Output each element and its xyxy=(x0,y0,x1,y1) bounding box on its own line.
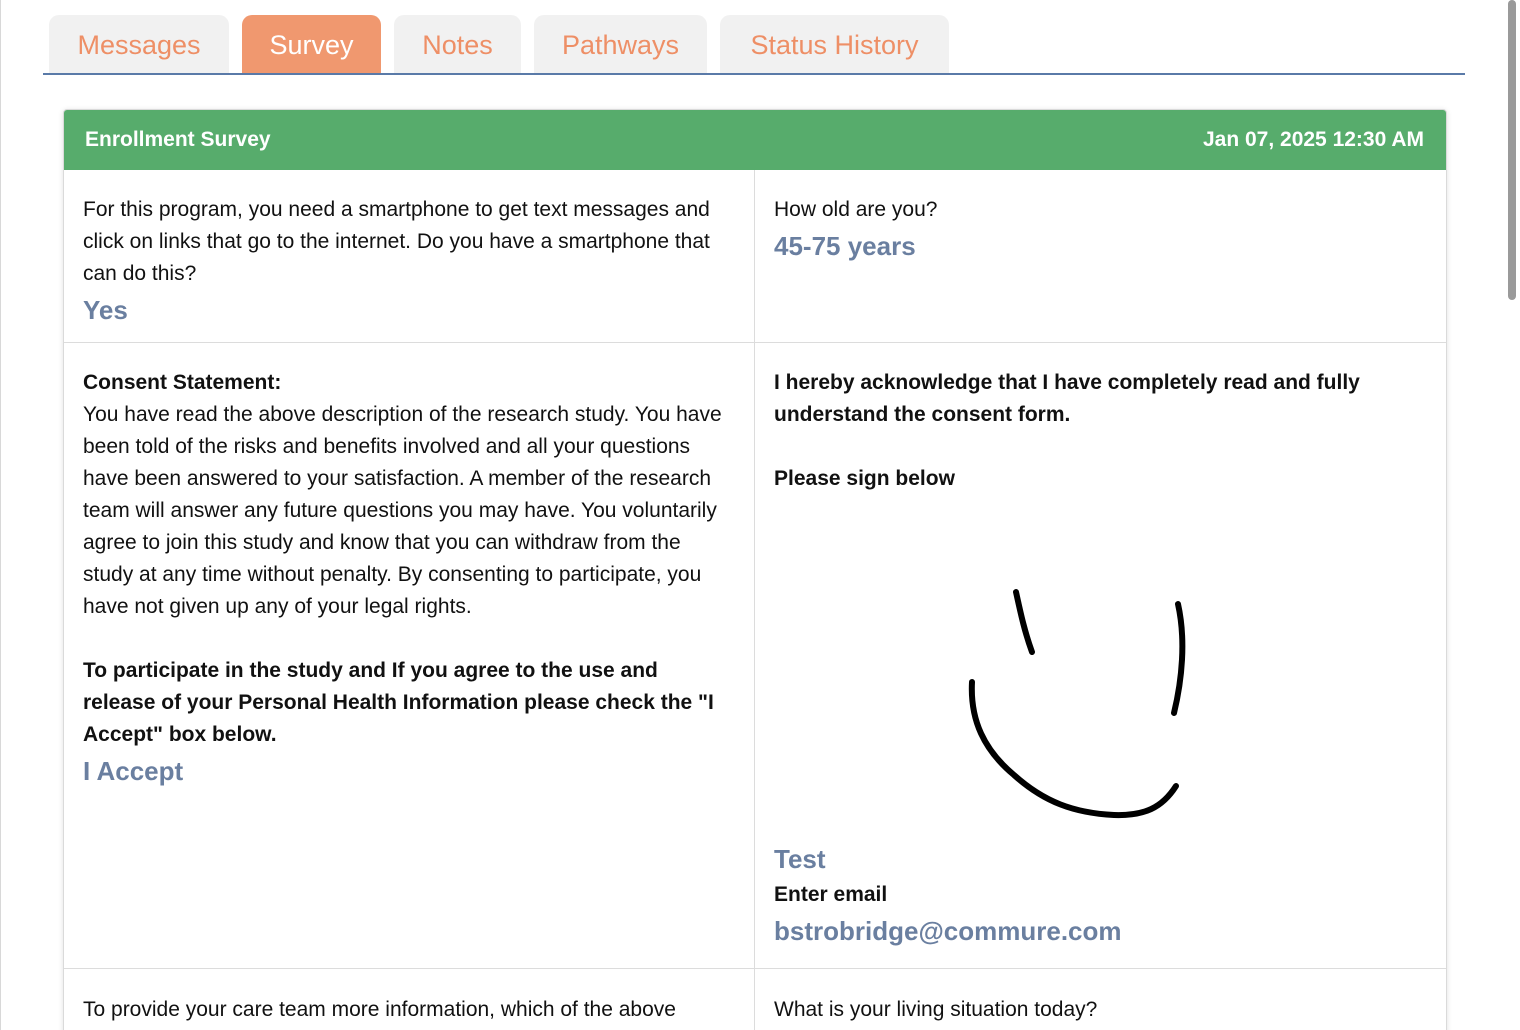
signature-image xyxy=(944,580,1204,830)
survey-date: Jan 07, 2025 12:30 AM xyxy=(1202,128,1424,151)
consent-heading: Consent Statement: xyxy=(83,371,282,394)
question-text: What is your living situation today? xyxy=(774,998,1098,1021)
tab-status-history[interactable]: Status History xyxy=(720,15,949,73)
sign-prompt: Please sign below xyxy=(774,467,955,490)
consent-body: You have read the above description of the research study. You have been told of the risks and benefits involved and all your questions have been answered to your satisfaction. A member of the research team will answer any future questions you may have. You voluntarily agree to join this study and know that you can withdraw from the study at any time without penalty. By consenting to participate, you have not given up any of your legal rights. xyxy=(83,403,722,618)
row-divider xyxy=(64,968,1446,969)
email-answer: bstrobridge@commure.com xyxy=(774,916,1122,946)
row-divider xyxy=(64,342,1446,343)
question-living-situation xyxy=(755,974,1446,1026)
acknowledgement xyxy=(755,347,1446,495)
signature-name: Test xyxy=(774,844,826,874)
tab-notes[interactable]: Notes xyxy=(394,15,521,73)
survey-card xyxy=(63,109,1447,1030)
signature-details xyxy=(755,839,1446,951)
consent-instruction: To participate in the study and If you agree to the use and release of your Personal Health Information please check the "I Accept" box below. xyxy=(83,659,714,746)
tab-bar xyxy=(43,15,1465,75)
survey-header xyxy=(64,110,1446,170)
tab-pathways[interactable]: Pathways xyxy=(534,15,707,73)
acknowledge-statement: I hereby acknowledge that I have completely read and fully understand the consent form. xyxy=(774,371,1360,426)
tab-messages[interactable]: Messages xyxy=(49,15,229,73)
question-smartphone xyxy=(64,174,754,330)
tab-survey[interactable]: Survey xyxy=(242,15,381,73)
consent-answer: I Accept xyxy=(83,756,184,786)
answer-text: 45-75 years xyxy=(774,231,916,261)
question-care-team xyxy=(64,974,754,1026)
scrollbar-thumb[interactable] xyxy=(1508,0,1516,300)
email-label: Enter email xyxy=(774,883,888,906)
question-text: For this program, you need a smartphone to get text messages and click on links that go to the internet. Do you have a smartphone that can do this? xyxy=(83,198,710,285)
question-age xyxy=(755,174,1446,266)
question-text: To provide your care team more information, which of the above xyxy=(83,998,676,1021)
answer-text: Yes xyxy=(83,295,128,325)
consent-statement xyxy=(64,347,754,791)
survey-title: Enrollment Survey xyxy=(85,128,271,151)
question-text: How old are you? xyxy=(774,198,938,221)
